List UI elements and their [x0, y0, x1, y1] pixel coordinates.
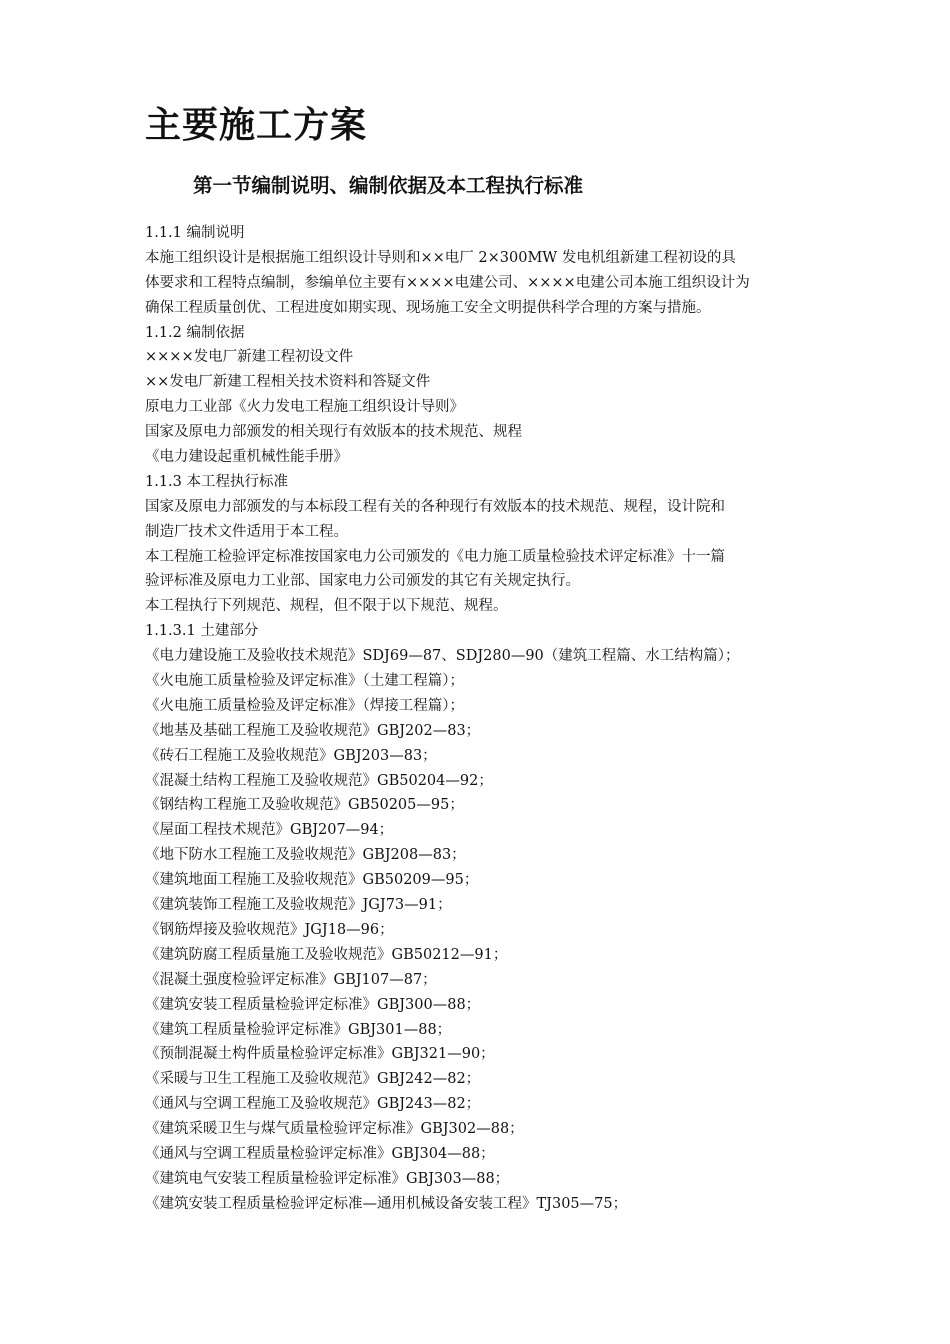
- standard-item: 《混凝土结构工程施工及验收规范》GB50204—92；: [145, 772, 493, 789]
- section-heading: 第一节编制说明、编制依据及本工程执行标准: [193, 174, 584, 197]
- standard-item: 《混凝土强度检验评定标准》GBJ107—87；: [145, 971, 437, 988]
- paragraph-line: 本施工组织设计是根据施工组织设计导则和××电厂 2×300MW 发电机组新建工程初设的具: [145, 249, 736, 266]
- standard-item: 《建筑电气安装工程质量检验评定标准》GBJ303—88；: [145, 1170, 510, 1187]
- paragraph-line: 国家及原电力部颁发的与本标段工程有关的各种现行有效版本的技术规范、规程，设计院和: [145, 498, 725, 515]
- subsection-heading: 1.1.1 编制说明: [145, 225, 245, 241]
- standard-item: 《建筑安装工程质量检验评定标准—通用机械设备安装工程》TJ305—75；: [145, 1195, 628, 1212]
- standard-item: 《建筑采暖卫生与煤气质量检验评定标准》GBJ302—88；: [145, 1121, 524, 1138]
- document-title: 主要施工方案: [145, 105, 368, 146]
- standard-item: 《电力建设施工及验收技术规范》SDJ69—87、SDJ280—90（建筑工程篇、水工结构篇）；: [145, 648, 740, 665]
- paragraph-line: 本工程执行下列规范、规程，但不限于以下规范、规程。: [145, 598, 508, 615]
- standard-item: 《屋面工程技术规范》GBJ207—94；: [145, 822, 394, 839]
- standard-item: 《钢结构工程施工及验收规范》GB50205—95；: [145, 797, 464, 814]
- standard-item: 《预制混凝土构件质量检验评定标准》GBJ321—90；: [145, 1046, 495, 1063]
- standard-item: 《采暖与卫生工程施工及验收规范》GBJ242—82；: [145, 1071, 481, 1088]
- standard-item: 《火电施工质量检验及评定标准》（焊接工程篇）；: [145, 697, 464, 714]
- subsection-heading: 1.1.3 本工程执行标准: [145, 473, 289, 490]
- standard-item: 《地基及基础工程施工及验收规范》GBJ202—83；: [145, 722, 481, 739]
- standard-item: 《火电施工质量检验及评定标准》（土建工程篇）；: [145, 673, 464, 690]
- subsection-heading: 1.1.3.1 土建部分: [145, 623, 259, 640]
- basis-item: ××××发电厂新建工程初设文件: [145, 349, 354, 366]
- standard-item: 《钢筋焊接及验收规范》JGJ18—96；: [145, 921, 394, 938]
- paragraph-line: 体要求和工程特点编制，参编单位主要有××××电建公司、××××电建公司本施工组织设计为: [145, 274, 750, 291]
- subsection-heading: 1.1.2 编制依据: [145, 324, 245, 341]
- basis-item: 国家及原电力部颁发的相关现行有效版本的技术规范、规程: [145, 424, 522, 441]
- standard-item: 《建筑工程质量检验评定标准》GBJ301—88；: [145, 1021, 452, 1038]
- basis-item: ××发电厂新建工程相关技术资料和答疑文件: [145, 374, 431, 391]
- paragraph-line: 确保工程质量创优、工程进度如期实现、现场施工安全文明提供科学合理的方案与措施。: [145, 299, 711, 316]
- standard-item: 《砖石工程施工及验收规范》GBJ203—83；: [145, 747, 437, 764]
- standard-item: 《通风与空调工程质量检验评定标准》GBJ304—88；: [145, 1145, 495, 1162]
- paragraph-line: 制造厂技术文件适用于本工程。: [145, 523, 348, 540]
- document-body: [145, 221, 815, 1217]
- paragraph-line: 本工程施工检验评定标准按国家电力公司颁发的《电力施工质量检验技术评定标准》十一篇: [145, 548, 725, 565]
- paragraph-line: 验评标准及原电力工业部、国家电力公司颁发的其它有关规定执行。: [145, 573, 580, 590]
- standard-item: 《地下防水工程施工及验收规范》GBJ208—83；: [145, 847, 466, 864]
- standard-item: 《通风与空调工程施工及验收规范》GBJ243—82；: [145, 1096, 481, 1113]
- basis-item: 《电力建设起重机械性能手册》: [145, 449, 348, 466]
- standard-item: 《建筑地面工程施工及验收规范》GB50209—95；: [145, 872, 479, 889]
- standard-item: 《建筑装饰工程施工及验收规范》JGJ73—91；: [145, 897, 452, 914]
- basis-item: 原电力工业部《火力发电工程施工组织设计导则》: [145, 399, 464, 416]
- standard-item: 《建筑安装工程质量检验评定标准》GBJ300—88；: [145, 996, 481, 1013]
- standard-item: 《建筑防腐工程质量施工及验收规范》GB50212—91；: [145, 946, 508, 963]
